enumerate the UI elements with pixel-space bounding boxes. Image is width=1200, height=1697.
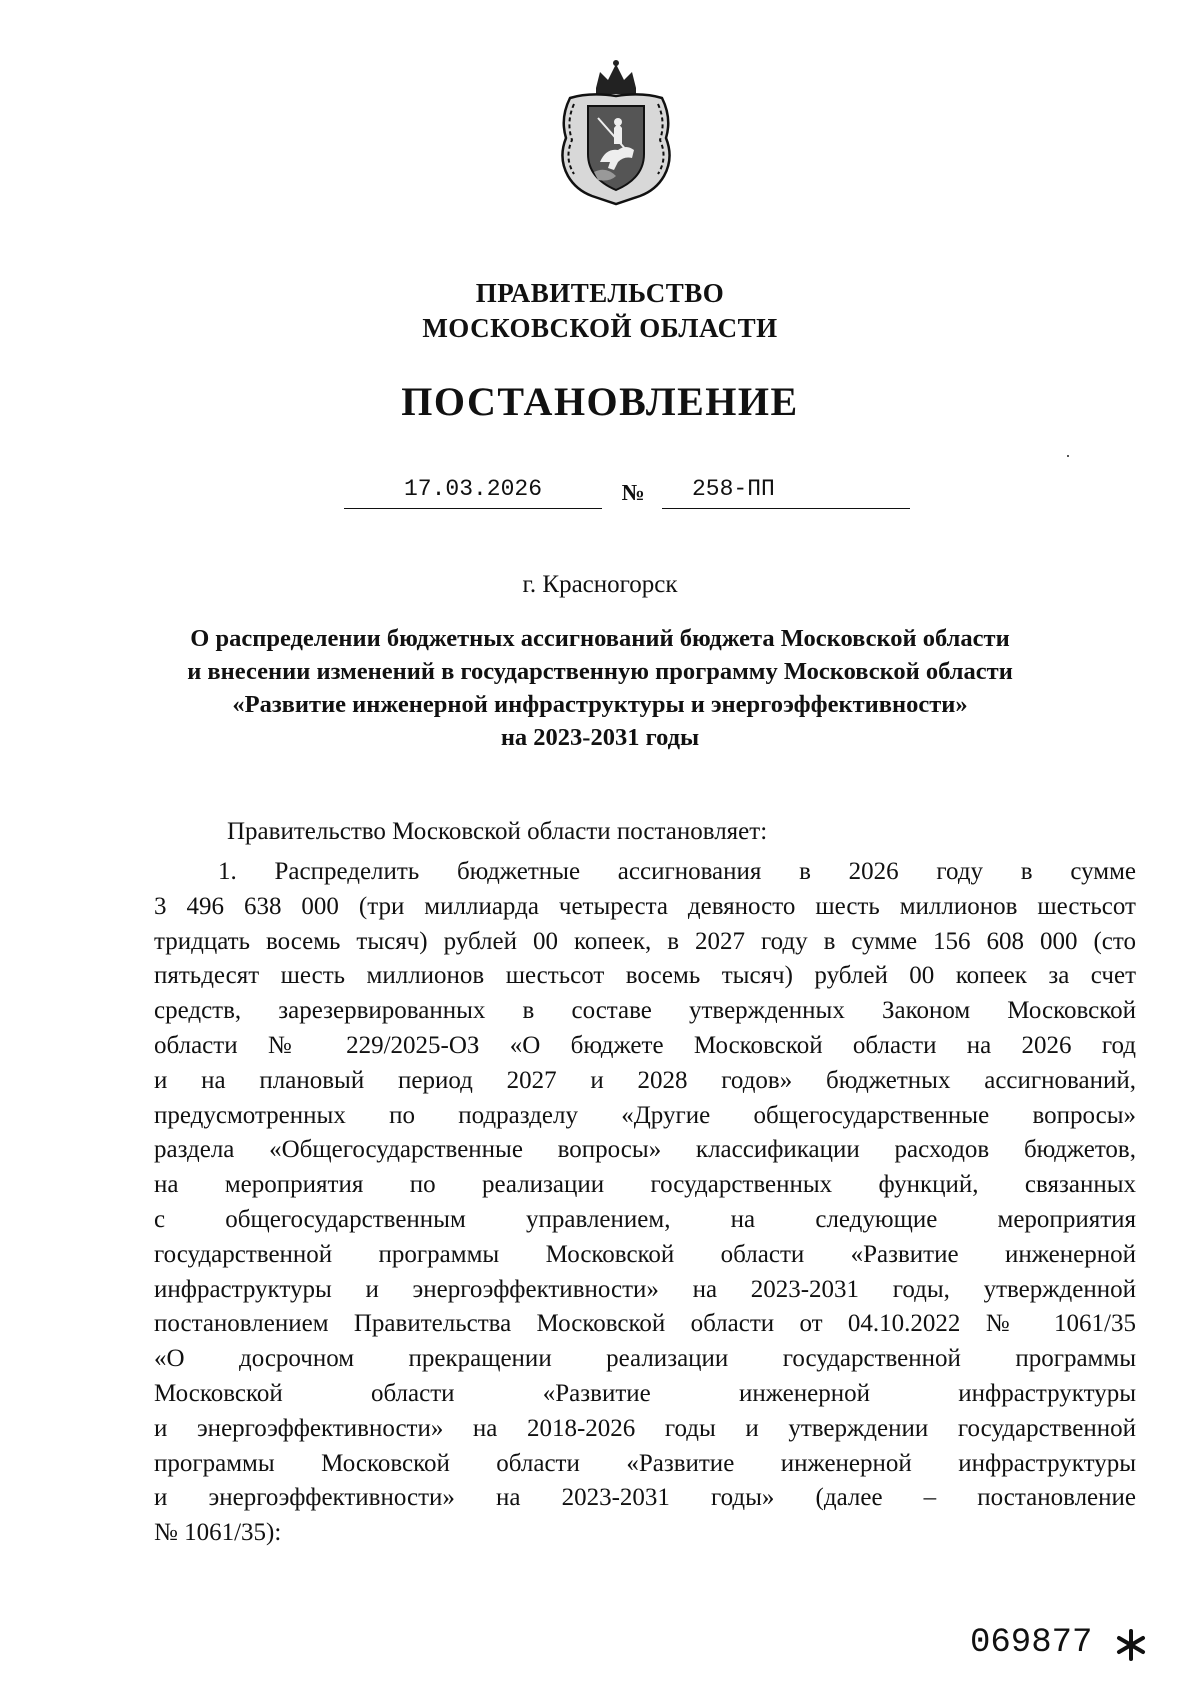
document-date: 17.03.2026 xyxy=(344,476,602,509)
text-line: 1. Распределить бюджетные ассигнования в 2026 году в сумме xyxy=(218,858,1136,885)
document-type: ПОСТАНОВЛЕНИЕ xyxy=(401,379,799,424)
text-line: и на плановый период 2027 и 2028 годов» бюджетных ассигнований, xyxy=(154,1066,1136,1094)
subject-line: О распределении бюджетных ассигнований бюджета Московской области xyxy=(190,625,1010,652)
text-line: № 1061/35): xyxy=(154,1519,282,1547)
registration-line xyxy=(344,476,910,516)
text-line: раздела «Общегосударственные вопросы» классификации расходов бюджетов, xyxy=(154,1136,1136,1164)
text-line: пятьдесят шесть миллионов шестьсот восемь тысяч) рублей 00 копеек за счет xyxy=(154,962,1136,990)
text-line: тридцать восемь тысяч) рублей 00 копеек, в 2027 году в сумме 156 608 000 (сто xyxy=(154,927,1136,955)
document-subject xyxy=(130,622,1070,754)
text-line: и энергоэффективности» на 2023-2031 годы» (далее – постановление xyxy=(154,1484,1136,1512)
text-line: инфраструктуры и энергоэффективности» на 2023-2031 годы, утвержденной xyxy=(154,1275,1136,1303)
text-line: 3 496 638 000 (три миллиарда четыреста девяносто шесть миллионов шестьсот xyxy=(154,892,1136,920)
document-number: 258-ПП xyxy=(692,476,775,502)
stamp-number: 069877 xyxy=(970,1624,1093,1662)
text-line: с общегосударственным управлением, на следующие мероприятия xyxy=(154,1205,1136,1233)
text-line: на мероприятия по реализации государственных функций, связанных xyxy=(154,1171,1136,1199)
city: г. Красногорск xyxy=(522,571,678,598)
text-line: «О досрочном прекращении реализации государственной программы xyxy=(154,1345,1136,1373)
document-number-field xyxy=(662,476,910,509)
text-line: государственной программы Московской области «Развитие инженерной xyxy=(154,1240,1136,1268)
paragraph-1 xyxy=(154,855,1136,1551)
scan-speck xyxy=(1067,455,1069,457)
org-name-line-1: ПРАВИТЕЛЬСТВО xyxy=(475,278,725,308)
coat-of-arms-icon xyxy=(552,58,680,206)
text-line: предусмотренных по подразделу «Другие общегосударственные вопросы» xyxy=(154,1101,1136,1129)
text-line: области № 229/2025-ОЗ «О бюджете Московской области на 2026 год xyxy=(154,1031,1136,1059)
text-line: средств, зарезервированных в составе утвержденных Законом Московской xyxy=(154,997,1136,1025)
text-line: Московской области «Развитие инженерной инфраструктуры xyxy=(154,1379,1136,1407)
number-sign: № xyxy=(621,480,645,505)
text-line: программы Московской области «Развитие инженерной инфраструктуры xyxy=(154,1449,1136,1477)
asterisk-icon xyxy=(1114,1628,1148,1662)
text-line: и энергоэффективности» на 2018-2026 годы и утверждении государственной xyxy=(154,1414,1136,1442)
org-name-line-2: МОСКОВСКОЙ ОБЛАСТИ xyxy=(422,313,778,343)
text-line: постановлением Правительства Московской области от 04.10.2022 № 1061/35 xyxy=(154,1310,1136,1338)
subject-line: «Развитие инженерной инфраструктуры и энергоэффективности» xyxy=(232,691,968,718)
subject-line: и внесении изменений в государственную программу Московской области xyxy=(187,658,1013,685)
subject-line: на 2023-2031 годы xyxy=(500,724,700,751)
preamble: Правительство Московской области постановляет: xyxy=(227,818,768,845)
